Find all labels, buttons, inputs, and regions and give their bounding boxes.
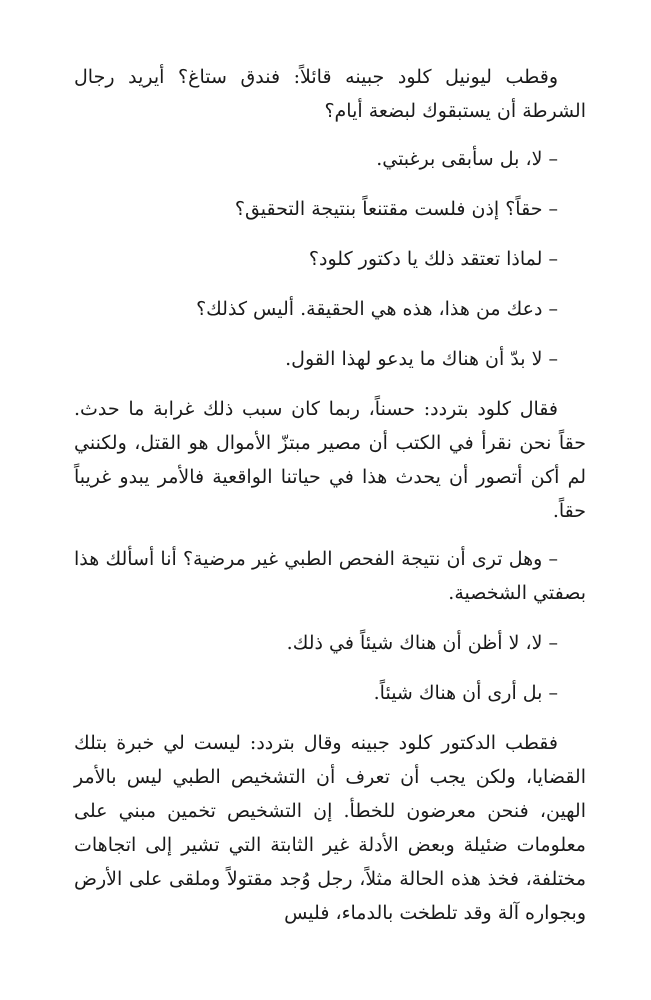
dialogue-line: – لا، لا أظن أن هناك شيئاً في ذلك. [286,632,558,654]
dialogue-line: – حقاً؟ إذن فلست مقتنعاً بنتيجة التحقيق؟ [234,198,558,220]
dialogue-line: – لماذا تعتقد ذلك يا دكتور كلود؟ [308,248,558,270]
narration-paragraph: فقال كلود بتردد: حسناً، ربما كان سبب ذلك غرابة ما حدث. حقاً نحن نقرأ في الكتب أن مصير مبتزّ الأموال هو القتل، ولكنني لم أكن أتصور أن يحدث هذا في حياتنا الواقعية فالأمر يبدو غريباً حقاً. [74,398,587,522]
dialogue-line: – لا بدّ أن هناك ما يدعو لهذا القول. [285,348,558,370]
dialogue-line: – وهل ترى أن نتيجة الفحص الطبي غير مرضية؟ أنا أسألك هذا بصفتي الشخصية. [74,548,586,604]
book-page [74,60,586,944]
narration-paragraph: فقطب الدكتور كلود جبينه وقال بتردد: ليست لي خبرة بتلك القضايا، ولكن يجب أن تعرف أن التشخيص الطبي ليس بالأمر الهين، فنحن معرضون للخطأ. إن التشخيص تخمين مبني على معلومات ضئيلة وبعض الأدلة غير الثابتة التي تشير إلى اتجاهات مختلفة، فخذ هذه الحالة مثلاً، رجل وُجد مقتولاً وملقى على الأرض وبجواره آلة وقد تلطخت بالدماء، فليس [74,732,586,924]
dialogue-line: – دعك من هذا، هذه هي الحقيقة. أليس كذلك؟ [196,298,558,320]
narration-paragraph: وقطب ليونيل كلود جبينه قائلاً: فندق ستاغ؟ أيريد رجال الشرطة أن يستبقوك لبضعة أيام؟ [74,66,586,122]
dialogue-line: – بل أرى أن هناك شيئاً. [373,682,558,704]
dialogue-line: – لا، بل سأبقى برغبتي. [376,148,558,170]
